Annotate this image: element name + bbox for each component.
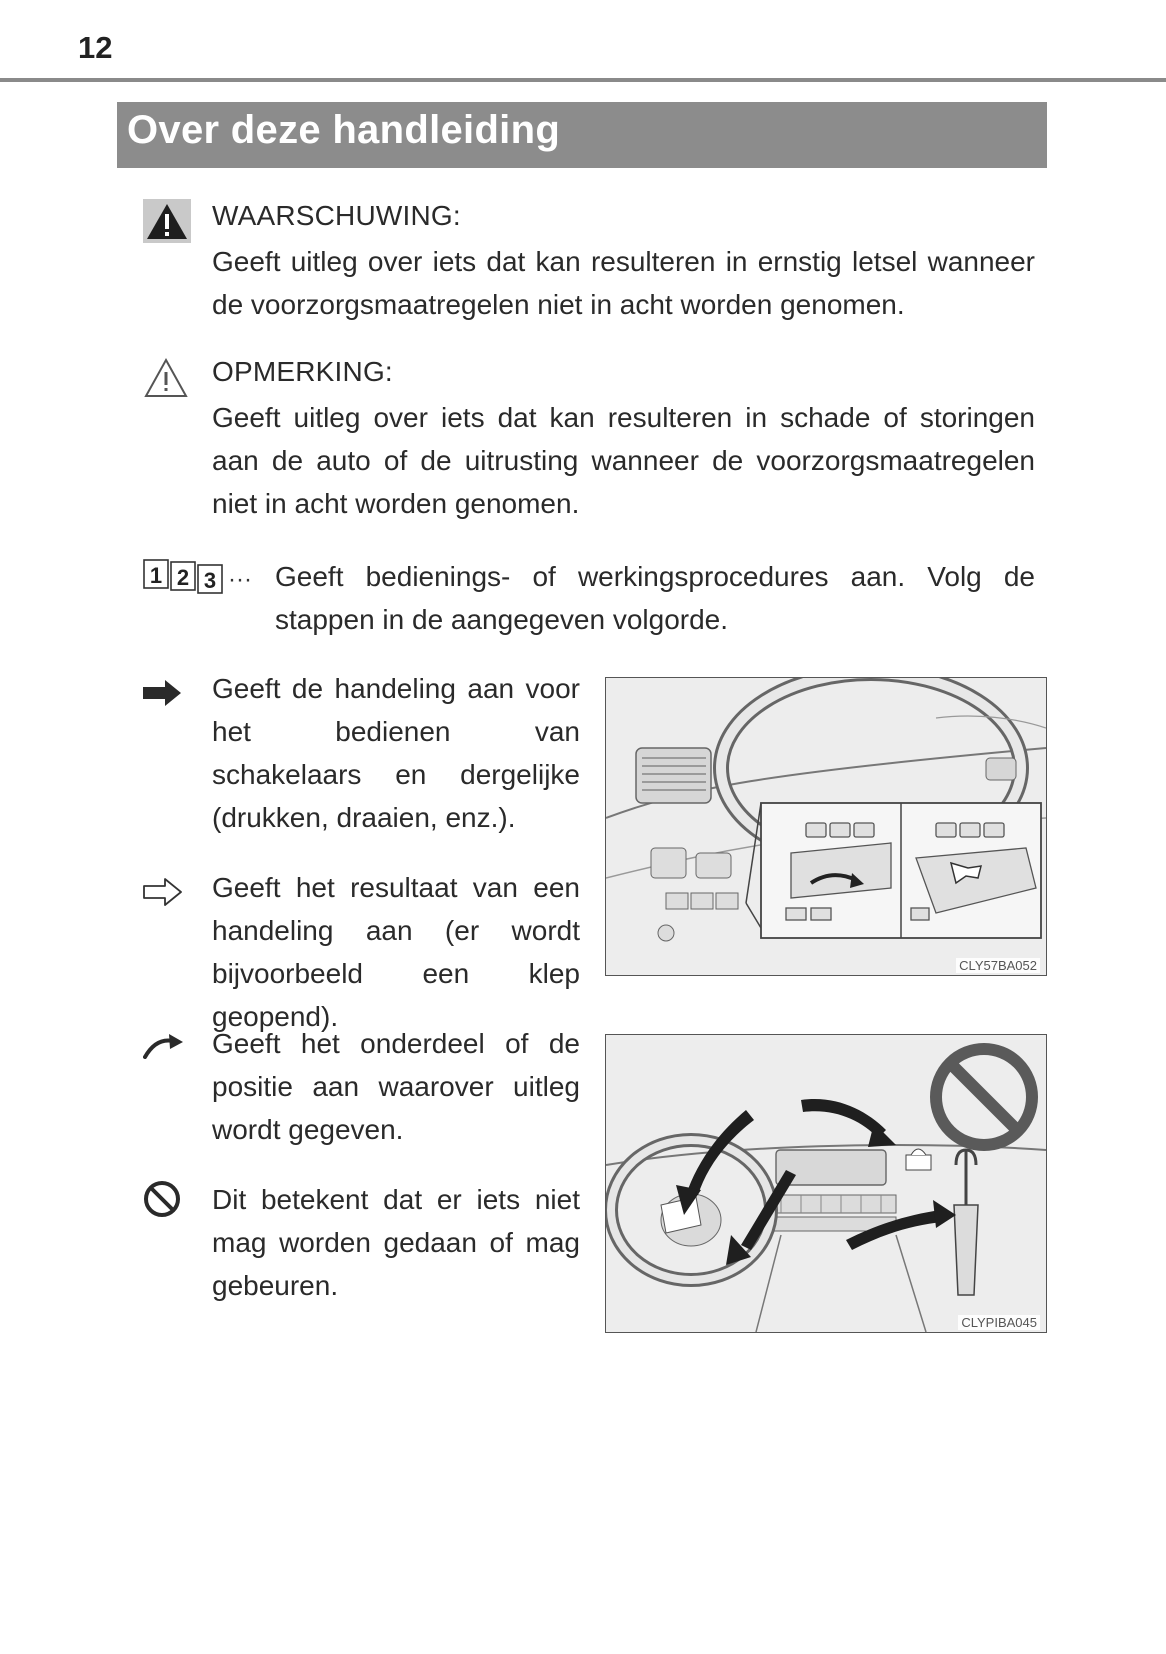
warning-filled-triangle-icon <box>143 199 191 248</box>
step-number-badges <box>143 559 229 600</box>
steps-ellipsis: ··· <box>228 566 252 593</box>
section-title-bar <box>117 102 1047 168</box>
warning-outline-triangle-icon <box>143 357 189 404</box>
symbol-text-prohibited: Dit betekent dat er iets niet mag worden gedaan of mag gebeuren. <box>212 1184 580 1301</box>
page-title: Over deze handleiding <box>127 108 561 152</box>
top-rule <box>0 78 1166 82</box>
notice-text: Geeft uitleg over iets dat kan resulteren in schade of storingen aan de auto of de uitrusting wanneer de voorzorgsmaatregelen niet in acht worden genomen. <box>212 402 1035 519</box>
notice-label: OPMERKING: <box>212 356 393 387</box>
figure-code-2: CLYPIBA045 <box>958 1315 1040 1330</box>
step-badge-3: 3 <box>203 568 217 593</box>
prohibited-icon <box>143 1180 181 1223</box>
warning-text: Geeft uitleg over iets dat kan resulteren in ernstig letsel wanneer de voorzorgsmaatregelen niet in acht worden genomen. <box>212 246 1035 320</box>
warning-label: WAARSCHUWING: <box>212 200 461 231</box>
step-badge-2: 2 <box>176 565 190 590</box>
symbol-text-position: Geeft het onderdeel of de positie aan waarover uitleg wordt gegeven. <box>212 1028 580 1145</box>
steps-text: Geeft bedienings- of werkingsprocedures aan. Volg de stappen in de aangegeven volgorde. <box>275 561 1035 635</box>
filled-arrow-icon <box>143 678 183 713</box>
page-number: 12 <box>78 30 113 65</box>
step-badge-1: 1 <box>149 563 163 588</box>
curved-arrow-icon <box>143 1031 185 1064</box>
figure-dashboard-switches <box>605 677 1047 976</box>
outline-arrow-icon <box>143 877 183 912</box>
symbol-text-result: Geeft het resultaat van een handeling aan (er wordt bijvoorbeeld een klep geopend). <box>212 872 580 1032</box>
figure-interior-prohibited <box>605 1034 1047 1333</box>
figure-code-1: CLY57BA052 <box>956 958 1040 973</box>
symbol-text-operation: Geeft de handeling aan voor het bedienen van schakelaars en dergelijke (drukken, draaien, enz.). <box>212 673 580 833</box>
